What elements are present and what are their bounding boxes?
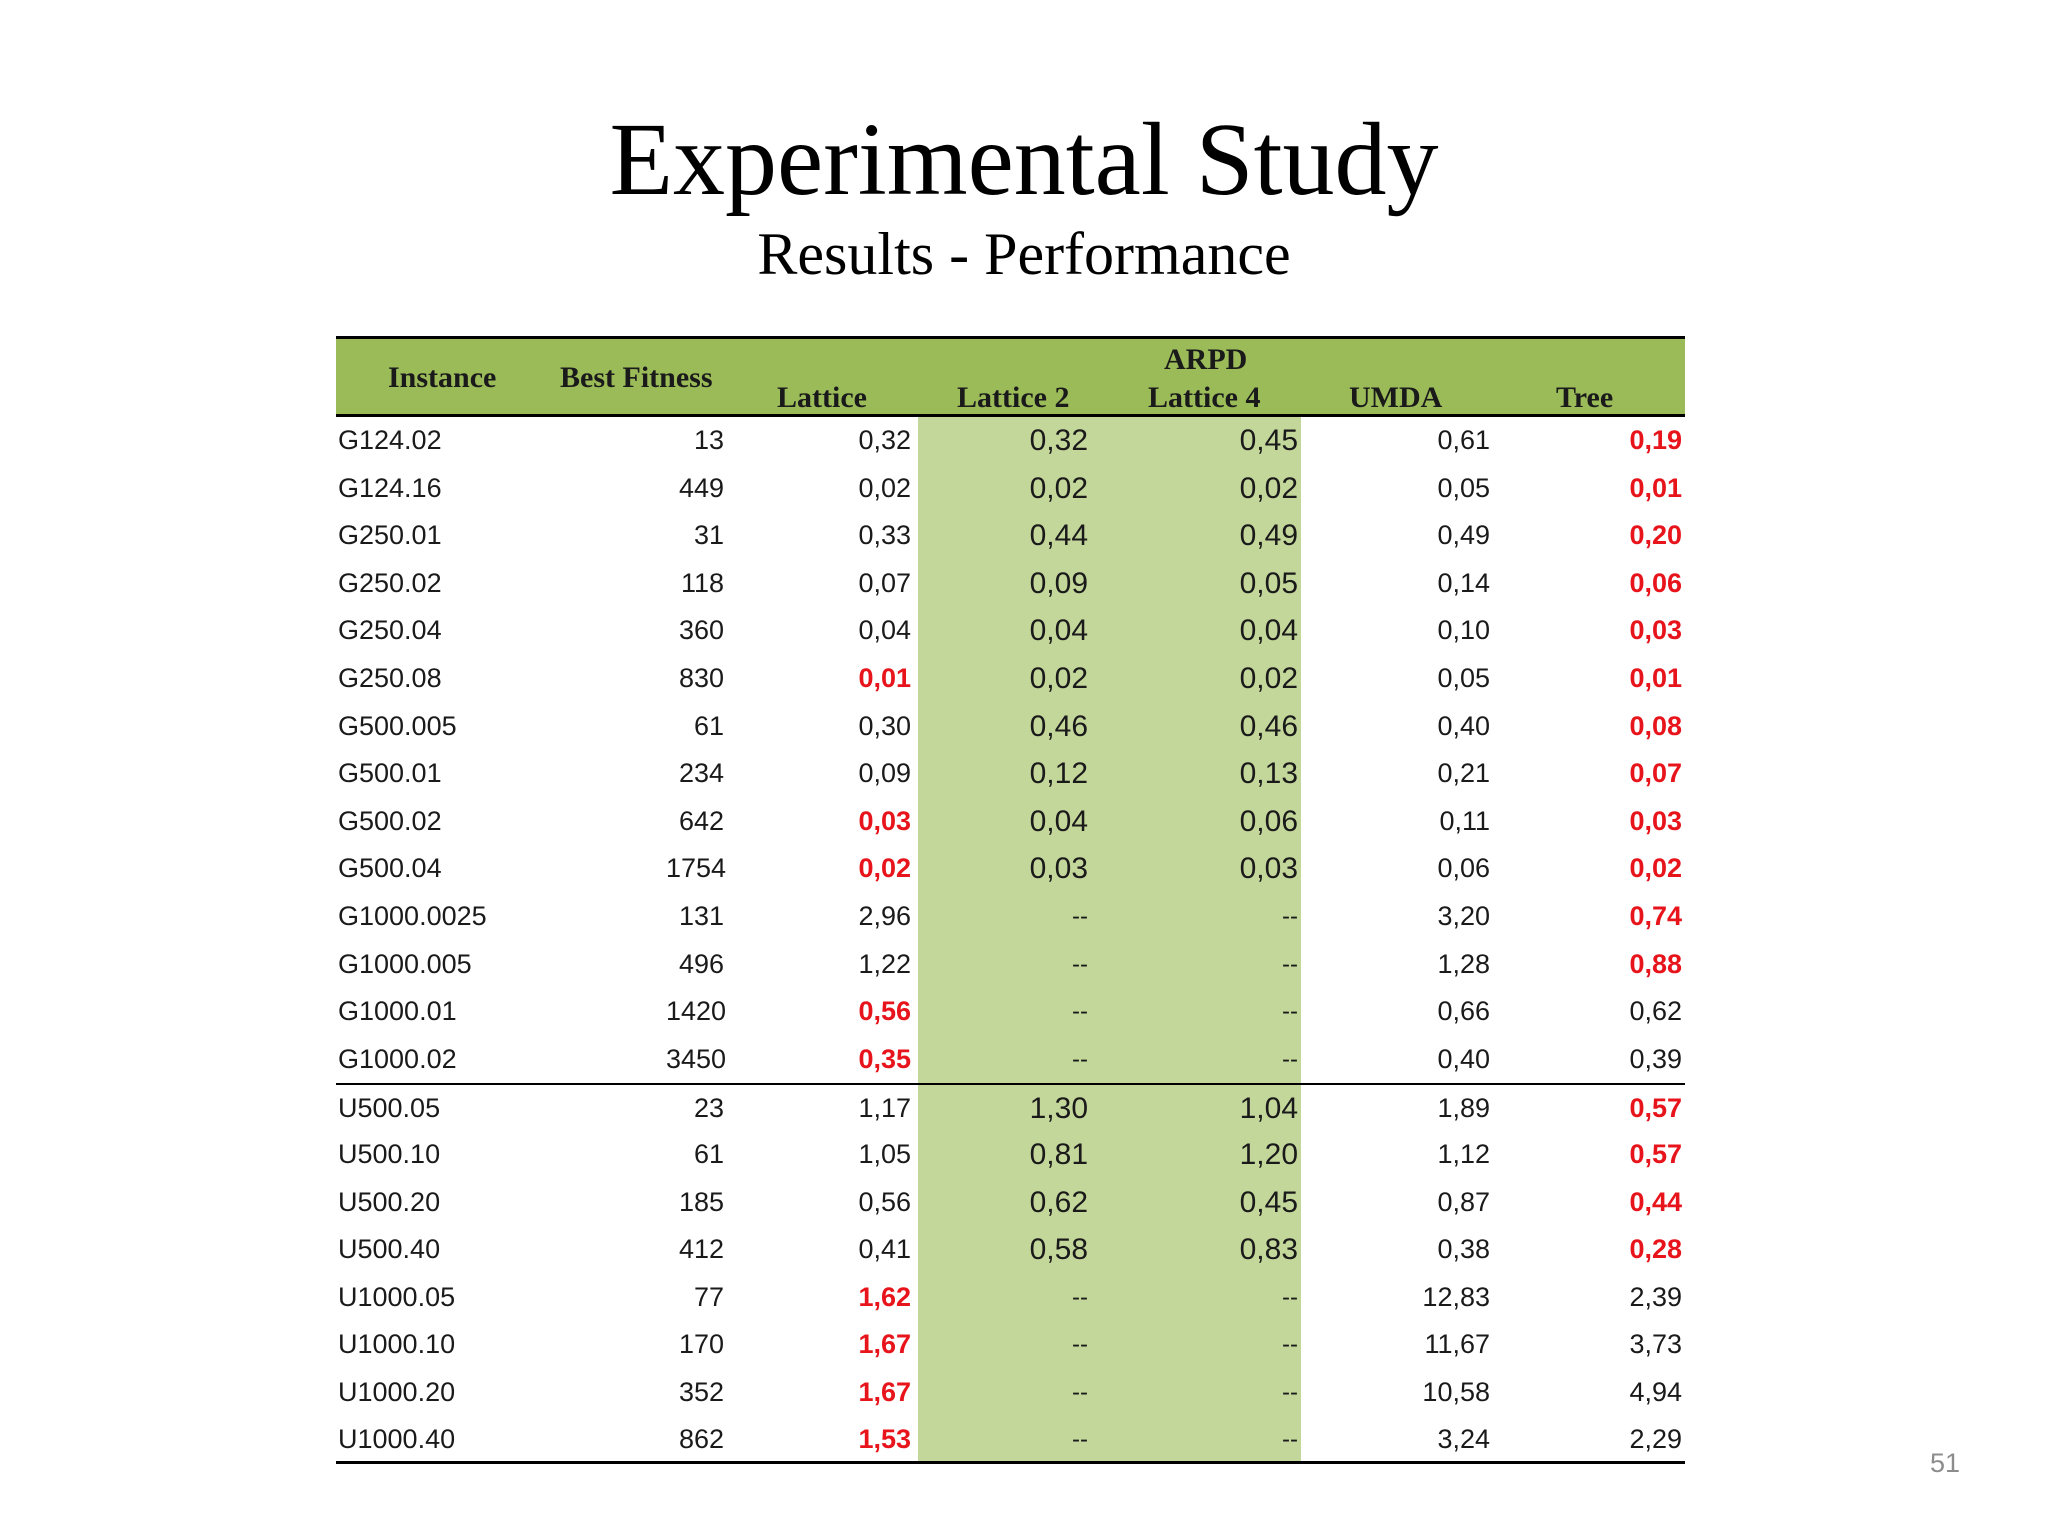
cell-lattice: 1,53 [858,1424,911,1455]
cell-tree: 0,57 [1629,1138,1682,1169]
cell-lattice: 1,22 [858,948,911,979]
cell-lattice2: 0,58 [1029,1233,1088,1267]
cell-umda: 12,83 [1422,1281,1490,1312]
cell-lattice: 0,32 [858,425,911,455]
cell-fitness: 170 [678,1329,724,1360]
cell-lattice4: -- [1282,1331,1298,1359]
cell-instance: G500.01 [338,758,442,789]
header-instance: Instance [388,361,497,394]
cell-instance: G124.02 [338,425,442,455]
cell-lattice: 0,02 [858,472,911,503]
table-row [336,1179,1685,1227]
cell-lattice2: 0,09 [1029,566,1088,600]
cell-lattice2: 0,04 [1029,804,1088,838]
cell-fitness: 360 [678,615,724,646]
cell-lattice4: 0,45 [1239,424,1298,457]
cell-lattice2: 0,02 [1029,471,1088,505]
cell-instance: U500.40 [338,1234,441,1265]
cell-umda: 0,10 [1437,615,1490,646]
cell-instance: G1000.01 [338,996,457,1027]
cell-lattice4: 0,05 [1239,566,1298,600]
cell-lattice: 1,62 [858,1281,911,1312]
cell-instance: U1000.20 [338,1376,456,1407]
cell-fitness: 61 [693,1138,724,1169]
cell-lattice4: 1,20 [1239,1137,1298,1171]
cell-fitness: 234 [678,758,724,789]
cell-instance: G1000.005 [338,948,472,979]
cell-umda: 3,20 [1437,900,1490,931]
cell-instance: U1000.40 [338,1424,456,1455]
cell-lattice2: 0,04 [1029,614,1088,648]
cell-fitness: 1754 [666,853,727,884]
table-row [336,1274,1685,1322]
cell-fitness: 13 [693,425,724,455]
cell-lattice4: -- [1282,950,1298,978]
cell-umda: 0,14 [1437,567,1490,598]
table-row [336,1083,1685,1131]
cell-fitness: 131 [678,900,724,931]
cell-lattice2: 1,30 [1029,1092,1088,1126]
table-row [336,1416,1685,1464]
cell-tree: 0,28 [1629,1234,1682,1265]
header-umda: UMDA [1349,381,1443,414]
cell-fitness: 118 [680,567,724,598]
cell-lattice4: 0,45 [1239,1185,1298,1219]
cell-lattice2: -- [1072,1283,1088,1311]
cell-fitness: 61 [693,710,724,741]
cell-tree: 0,06 [1629,567,1682,598]
cell-tree: 3,73 [1629,1329,1682,1360]
cell-tree: 0,20 [1629,520,1682,551]
cell-instance: U500.05 [338,1093,441,1124]
cell-lattice: 0,03 [858,805,911,836]
table-row [336,417,1685,465]
cell-lattice2: 0,44 [1029,519,1088,553]
cell-tree: 0,62 [1629,996,1682,1027]
cell-tree: 0,57 [1629,1093,1682,1124]
cell-fitness: 642 [678,805,724,836]
table-row [336,1226,1685,1274]
cell-fitness: 185 [678,1186,724,1217]
cell-instance: G250.01 [338,520,442,551]
cell-tree: 0,07 [1629,758,1682,789]
cell-lattice4: 1,04 [1239,1092,1298,1126]
cell-lattice4: 0,46 [1239,709,1298,743]
cell-lattice: 0,09 [858,758,911,789]
cell-umda: 0,21 [1437,758,1490,789]
cell-tree: 0,01 [1629,662,1682,693]
cell-lattice2: 0,12 [1029,757,1088,791]
cell-tree: 0,03 [1629,805,1682,836]
cell-lattice: 0,07 [858,567,911,598]
cell-tree: 2,39 [1629,1281,1682,1312]
table-bottom-rule [336,1461,1685,1464]
header-lattice: Lattice [777,381,867,414]
table-row [336,988,1685,1036]
table-row [336,845,1685,893]
cell-instance: G250.02 [338,567,442,598]
header-lattice-2: Lattice 2 [957,381,1070,414]
cell-lattice: 0,35 [858,1043,911,1074]
cell-lattice: 0,04 [858,615,911,646]
cell-umda: 0,40 [1437,710,1490,741]
cell-tree: 2,29 [1629,1424,1682,1455]
table-row [336,512,1685,560]
cell-lattice2: -- [1072,902,1088,930]
cell-lattice: 0,02 [858,853,911,884]
cell-lattice4: -- [1282,1378,1298,1406]
table-row [336,655,1685,703]
header-tree: Tree [1556,381,1614,414]
cell-tree: 0,39 [1629,1043,1682,1074]
cell-umda: 0,40 [1437,1043,1490,1074]
cell-lattice2: -- [1072,1426,1088,1454]
cell-umda: 11,67 [1424,1329,1490,1360]
cell-lattice2: 0,32 [1029,424,1088,457]
cell-fitness: 1420 [666,996,727,1027]
table-row [336,1131,1685,1179]
cell-lattice: 1,17 [858,1093,911,1124]
cell-fitness: 3450 [666,1043,727,1074]
header-lattice-4: Lattice 4 [1148,381,1261,414]
slide-title: Experimental Study [609,102,1439,217]
table-row [336,703,1685,751]
cell-lattice: 0,56 [858,996,911,1027]
cell-fitness: 23 [693,1093,724,1124]
cell-instance: G500.04 [338,853,442,884]
cell-fitness: 352 [678,1376,724,1407]
cell-lattice2: -- [1072,1045,1088,1073]
cell-umda: 0,49 [1437,520,1490,551]
table-row [336,798,1685,846]
cell-lattice4: -- [1282,998,1298,1026]
cell-instance: U500.20 [338,1186,441,1217]
cell-lattice4: -- [1282,1283,1298,1311]
header-best-fitness: Best Fitness [560,361,713,394]
cell-lattice4: -- [1282,902,1298,930]
cell-umda: 1,28 [1437,948,1490,979]
cell-umda: 3,24 [1437,1424,1490,1455]
cell-umda: 0,11 [1439,805,1490,836]
cell-umda: 0,87 [1437,1186,1490,1217]
cell-lattice: 0,33 [858,520,911,551]
cell-umda: 0,05 [1437,472,1490,503]
cell-lattice2: 0,02 [1029,661,1088,695]
cell-instance: G250.08 [338,662,442,693]
cell-umda: 1,89 [1437,1093,1490,1124]
cell-tree: 0,08 [1629,710,1682,741]
cell-instance: G500.005 [338,710,457,741]
slide-subtitle: Results - Performance [757,221,1291,287]
cell-lattice4: -- [1282,1426,1298,1454]
cell-tree: 0,01 [1629,472,1682,503]
cell-lattice4: 0,49 [1239,519,1298,553]
cell-umda: 0,61 [1437,425,1490,455]
cell-lattice: 2,96 [858,900,911,931]
cell-lattice2: -- [1072,950,1088,978]
cell-tree: 0,19 [1629,425,1682,455]
cell-tree: 0,44 [1629,1186,1682,1217]
table-row [336,750,1685,798]
cell-lattice2: -- [1072,1378,1088,1406]
cell-lattice2: -- [1072,998,1088,1026]
cell-umda: 1,12 [1437,1138,1490,1169]
cell-lattice4: -- [1282,1045,1298,1073]
cell-tree: 0,03 [1629,615,1682,646]
cell-fitness: 449 [678,472,724,503]
page-number: 51 [1929,1448,1960,1478]
cell-lattice4: 0,04 [1239,614,1298,648]
cell-umda: 0,66 [1437,996,1490,1027]
cell-umda: 0,05 [1437,662,1490,693]
table-row [336,1369,1685,1417]
cell-tree: 4,94 [1629,1376,1682,1407]
cell-lattice: 0,41 [858,1234,911,1265]
cell-fitness: 412 [678,1234,724,1265]
cell-umda: 0,06 [1437,853,1490,884]
table-row [336,893,1685,941]
cell-lattice2: 0,46 [1029,709,1088,743]
cell-lattice4: 0,13 [1239,757,1298,791]
cell-lattice4: 0,83 [1239,1233,1298,1267]
cell-fitness: 830 [678,662,724,693]
header-arpd: ARPD [1164,343,1248,376]
cell-lattice4: 0,02 [1239,471,1298,505]
cell-lattice4: 0,06 [1239,804,1298,838]
table-body [336,417,1685,1464]
cell-instance: G1000.02 [338,1043,457,1074]
cell-umda: 0,38 [1437,1234,1490,1265]
cell-instance: G124.16 [338,472,442,503]
cell-instance: G500.02 [338,805,442,836]
cell-lattice2: 0,62 [1029,1185,1088,1219]
cell-fitness: 31 [693,520,724,551]
table-row [336,941,1685,989]
cell-instance: G1000.0025 [338,900,487,931]
cell-lattice4: 0,03 [1239,852,1298,886]
table-row [336,607,1685,655]
cell-lattice: 0,30 [858,710,911,741]
cell-instance: U500.10 [338,1138,441,1169]
cell-fitness: 862 [678,1424,724,1455]
cell-instance: U1000.10 [338,1329,456,1360]
cell-fitness: 496 [678,948,724,979]
cell-lattice2: 0,81 [1029,1137,1088,1171]
cell-lattice2: -- [1072,1331,1088,1359]
cell-lattice: 1,67 [858,1376,911,1407]
table-row [336,465,1685,513]
table-row [336,1036,1685,1084]
cell-tree: 0,74 [1629,900,1682,931]
table-row [336,560,1685,608]
cell-lattice2: 0,03 [1029,852,1088,886]
cell-lattice: 1,05 [858,1138,911,1169]
table-row [336,1321,1685,1369]
cell-tree: 0,02 [1629,853,1682,884]
cell-lattice4: 0,02 [1239,661,1298,695]
cell-lattice: 0,56 [858,1186,911,1217]
cell-instance: U1000.05 [338,1281,456,1312]
cell-lattice: 1,67 [858,1329,911,1360]
cell-lattice: 0,01 [858,662,911,693]
cell-tree: 0,88 [1629,948,1682,979]
table-header [336,336,1685,417]
cell-fitness: 77 [693,1281,724,1312]
cell-umda: 10,58 [1422,1376,1490,1407]
cell-instance: G250.04 [338,615,442,646]
